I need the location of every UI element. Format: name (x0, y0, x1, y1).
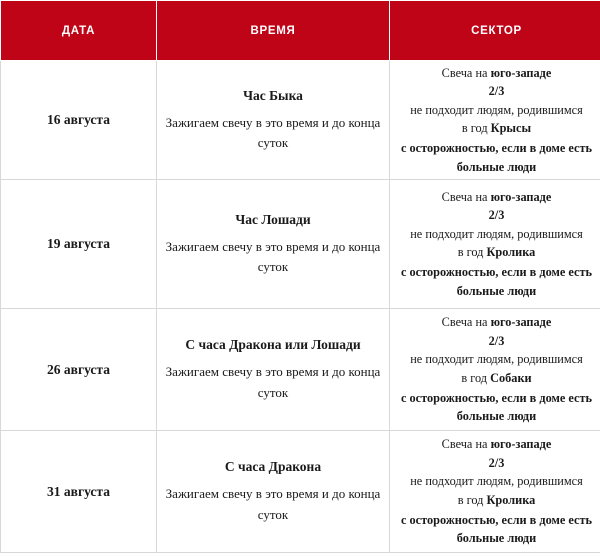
sector-warning: с осторожностью, если в доме есть больные люди (400, 390, 593, 424)
cell-sector (390, 61, 600, 180)
sector-year-prefix: в год (461, 370, 491, 385)
sector-year-prefix: в год (457, 492, 487, 507)
cell-time (157, 431, 390, 553)
time-title: С часа Дракона или Лошади (185, 337, 361, 353)
sector-note: не подходит людям, родившимся (410, 226, 583, 241)
table-row (1, 309, 600, 431)
sector-year-line (390, 243, 600, 261)
sector-note: не подходит людям, родившимся (410, 352, 583, 367)
sector-prefix: Свеча на (441, 189, 491, 204)
sector-prefix: Свеча на (441, 315, 491, 330)
time-description: Зажигаем свечу в это время и до конца суток (165, 486, 381, 522)
sector-direction-line (390, 435, 600, 453)
sector-year: Собаки (490, 370, 532, 385)
sector-direction: юго-западе (490, 437, 552, 452)
cell-time (157, 309, 390, 431)
time-description: Зажигаем свечу в это время и до конца суток (165, 114, 381, 151)
sector-direction-line (390, 313, 600, 331)
column-header-date: ДАТА (1, 1, 157, 61)
table-body (1, 61, 600, 553)
cell-sector (390, 431, 600, 553)
sector-direction: юго-западе (490, 189, 552, 204)
sector-year-line (390, 119, 600, 137)
sector-direction-line (390, 188, 600, 206)
sector-year-prefix: в год (457, 245, 487, 259)
cell-sector (390, 180, 600, 309)
column-header-time: ВРЕМЯ (157, 1, 390, 61)
sector-prefix: Свеча на (441, 65, 491, 80)
sector-fraction: 2/3 (488, 208, 505, 223)
sector-fraction: 2/3 (488, 333, 505, 348)
sector-year: Кролика (486, 492, 536, 507)
table-header-row (1, 1, 600, 61)
sector-fraction: 2/3 (488, 455, 505, 470)
sector-year: Кролика (486, 245, 536, 259)
sector-warning: с осторожностью, если в доме есть больные люди (400, 141, 593, 174)
cell-date: 31 августа (1, 431, 157, 553)
sector-year: Крысы (490, 121, 532, 135)
sector-year-line (390, 491, 600, 509)
cell-time (157, 180, 390, 309)
sector-warning: с осторожностью, если в доме есть больные люди (400, 265, 593, 298)
sector-warning: с осторожностью, если в доме есть больные люди (400, 512, 593, 546)
sector-direction-line (390, 64, 600, 82)
table-row (1, 180, 600, 309)
table-row (1, 431, 600, 553)
cell-date: 26 августа (1, 309, 157, 431)
sector-direction: юго-западе (490, 315, 552, 330)
sector-note: не подходит людям, родившимся (410, 102, 583, 117)
sector-direction: юго-западе (490, 65, 552, 80)
sector-fraction: 2/3 (488, 84, 505, 99)
cell-time (157, 61, 390, 180)
time-description: Зажигаем свечу в это время и до конца суток (165, 364, 381, 400)
column-header-sector: СЕКТОР (390, 1, 600, 61)
sector-note: не подходит людям, родившимся (410, 474, 583, 489)
time-title: Час Лошади (235, 211, 311, 227)
table-header (1, 1, 600, 61)
time-title: Час Быка (243, 87, 303, 103)
sector-year-prefix: в год (461, 121, 491, 135)
cell-sector (390, 309, 600, 431)
time-title: С часа Дракона (224, 459, 322, 475)
cell-date: 16 августа (1, 61, 157, 180)
sector-year-line (390, 369, 600, 387)
table-row (1, 61, 600, 180)
time-description: Зажигаем свечу в это время и до конца суток (165, 238, 381, 275)
cell-date: 19 августа (1, 180, 157, 309)
sector-prefix: Свеча на (441, 437, 491, 452)
